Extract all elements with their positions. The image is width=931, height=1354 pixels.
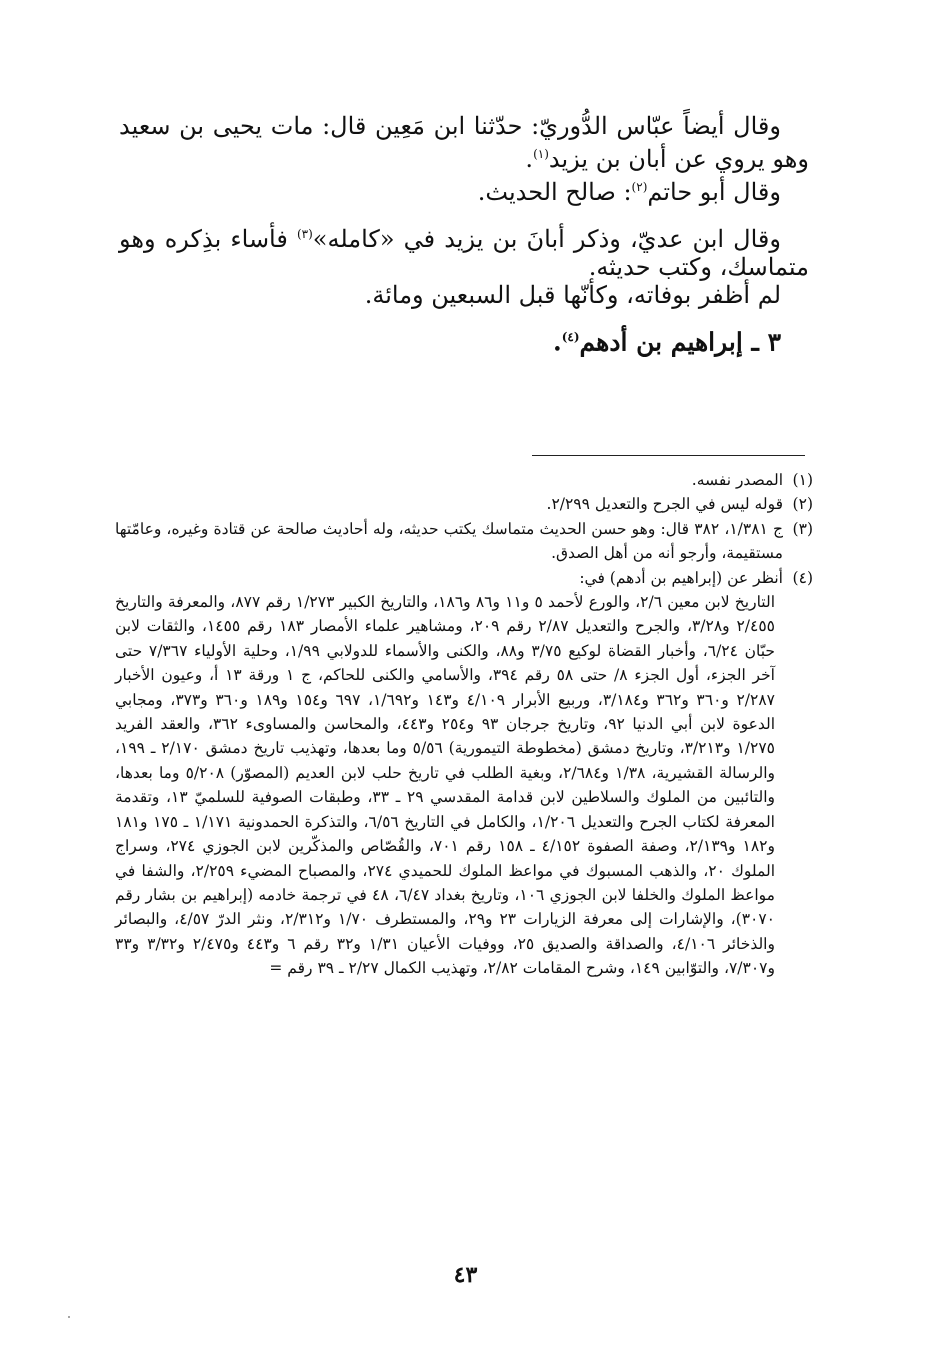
footnote-ref-2[interactable]: (٢) bbox=[631, 180, 648, 194]
footnote-3-text: ج ١/٣٨١، ٣٨٢ قال: وهو حسن الحديث متماسك يكتب حديثه، وله أحاديث صالحة عن قتادة وغيره، وعامّتها مستقيمة، وأرجو أنه من أهل الصدق. bbox=[115, 519, 783, 563]
footnote-3 bbox=[115, 517, 813, 566]
main-text bbox=[119, 112, 809, 356]
footnote-2-number: (٢) bbox=[792, 495, 813, 514]
footnote-1 bbox=[115, 468, 813, 492]
footnote-2-text: قوله ليس في الجرح والتعديل ٢/٢٩٩. bbox=[546, 495, 783, 514]
footnotes bbox=[115, 468, 813, 981]
entry-heading-end: . bbox=[552, 327, 562, 357]
paragraph-douri-text: وقال أيضاً عبّاس الدُّوريّ: حدّثنا ابن مَعِين قال: مات يحيى بن سعيد وهو يروي عن أبان بن يزيد bbox=[119, 112, 809, 173]
entry-heading bbox=[119, 323, 809, 356]
paragraph-ibn-adi-text-b: فأساء بذِكره وهو متماسك، وكتب حديثه. bbox=[119, 225, 809, 281]
footnote-ref-4[interactable]: (٤) bbox=[561, 330, 580, 344]
paragraph-death-text: لم أظفر بوفاته، وكأنّها قبل السبعين ومائة. bbox=[364, 281, 781, 309]
page-number: ٤٣ bbox=[453, 1262, 478, 1288]
footnote-ref-3[interactable]: (٣) bbox=[296, 227, 313, 241]
paragraph-douri bbox=[119, 112, 809, 173]
paragraph-death bbox=[119, 281, 809, 309]
footnote-ref-1[interactable]: (١) bbox=[533, 147, 549, 161]
entry-heading-text: ٣ ـ إبراهيم بن أدهم bbox=[579, 327, 781, 357]
footnote-4 bbox=[115, 566, 813, 590]
footnote-1-text: المصدر نفسه. bbox=[691, 471, 783, 489]
footnote-1-number: (١) bbox=[792, 471, 813, 489]
paragraph-abu-hatim bbox=[119, 173, 809, 206]
footnote-3-number: (٣) bbox=[792, 519, 813, 538]
paragraph-ibn-adi bbox=[119, 220, 809, 281]
footnote-4-sources: التاريخ لابن معين ٢/٦، والورع لأحمد ٥ و١١ و٨٦ و١٨٦، والتاريخ الكبير ١/٢٧٣ رقم ٨٧٧، والمعرفة والتاريخ ٢/٤٥٥ و٣/٢٨، والجرح والتعديل ٢/٨٧ رقم ٢٠٩، ومشاهير علماء الأمصار ١٨٣ رقم ١٤٥٥، والثقات لابن حبّان ٦/٢٤، وأخبار القضاة لوكيع ٣/٧٥ و٨٨، والكنى والأسماء للدولابي ١/٩٩، وحلية الأولياء ٧/٣٦٧ حتى آخر الجزء، أول الجزء ٨/ حتى ٥٨ رقم ٣٩٤، والأسامي والكنى للحاكم، ج ١ ورقة ١٣ أ، وعيون الأخبار ٢/٢٨٧ و٣٦٠ و٣٦٢ و٣/١٨٤، وربيع الأبرار ٤/١٠٩ و١٤٣ و١/٦٩٢، ٦٩٧ و١٥٤ و١٨٩ و٣٦٠ و٣٧٣، ومجابي الدعوة لابن أبي الدنيا ٩٢، وتاريخ جرجان ٩٣ و٢٥٤ و٤٤٣، والمحاسن والمساوىء ٣٦٢، والعقد الفريد ١/٢٧٥ و٣/٢١٣، وتاريخ دمشق (مخطوطة التيمورية) ٥/٥٦ وما بعدها، وتهذيب تاريخ دمشق ٢/١٧٠ ـ ١٩٩، والرسالة القشيرية، ١/٣٨ و٢/٦٨٤، وبغية الطلب في تاريخ حلب لابن العديم (المصوّر) ٥/٢٠٨ وما بعدها، والتائبين من الملوك والسلاطين لابن قدامة المقدسي ٢٩ ـ ٣٣، وطبقات الصوفية للسلميّ ١٣، وتقدمة المعرفة لكتاب الجرح والتعديل ١/٢٠٦، والكامل في التاريخ ٦/٥٦، والتذكرة الحمدونية ١/١٧١ ـ ١٧٥ و١٨١ و١٨٢ و٢/١٣٩، وصفة الصفوة ٤/١٥٢ ـ ١٥٨ رقم ٧٠١، والقُصّاص والمذكّرين لابن الجوزي ٢٧٤، وسراج الملوك ٢٠، والذهب المسبوك في مواعظ الملوك للحميدي ٢٧٤، والمصباح المضيء ٢/٢٥٩، والشفا في مواعظ الملوك والخلفا لابن الجوزي ١٠٦، وتاريخ بغداد ٦/٤٧، ٤٨ في ترجمة خادمه (إبراهيم بن بشار رقم ٣٠٧٠)، والإشارات إلى معرفة الزيارات ٢٣ و٢٩، والمستطرف ١/٧٠ و٢/٣١٢، ونثر الدرّ ٤/٥٧، والبصائر والذخائر ٤/١٠٦، والصداقة والصديق ٢٥، ووفيات الأعيان ١/٣١ و٣٢ رقم ٦ و٤٤٣ و٢/٤٧٥ و٣/٣٢ و٣٣ و٧/٣٠٧، والتوّابين ١٤٩، وشرح المقامات ٢/٨٢، وتهذيب الكمال ٢/٢٧ ـ ٣٩ رقم = bbox=[115, 593, 776, 978]
paragraph-gap bbox=[119, 206, 809, 220]
footnote-separator bbox=[532, 455, 805, 456]
footnote-4-number: (٤) bbox=[792, 568, 813, 587]
paragraph-abu-hatim-text: وقال أبو حاتم bbox=[647, 178, 781, 206]
footnote-2 bbox=[115, 492, 813, 516]
paragraph-abu-hatim-end: : صالح الحديث. bbox=[477, 178, 632, 206]
footnote-4-text: أنظر عن (إبراهيم بن أدهم) في: bbox=[579, 568, 783, 587]
paragraph-douri-end: . bbox=[525, 145, 534, 173]
paragraph-gap bbox=[119, 309, 809, 323]
paragraph-ibn-adi-text-a: وقال ابن عديّ، وذكر أبانَ بن يزيد في «كامله» bbox=[312, 225, 781, 253]
scan-speck bbox=[68, 1316, 70, 1318]
